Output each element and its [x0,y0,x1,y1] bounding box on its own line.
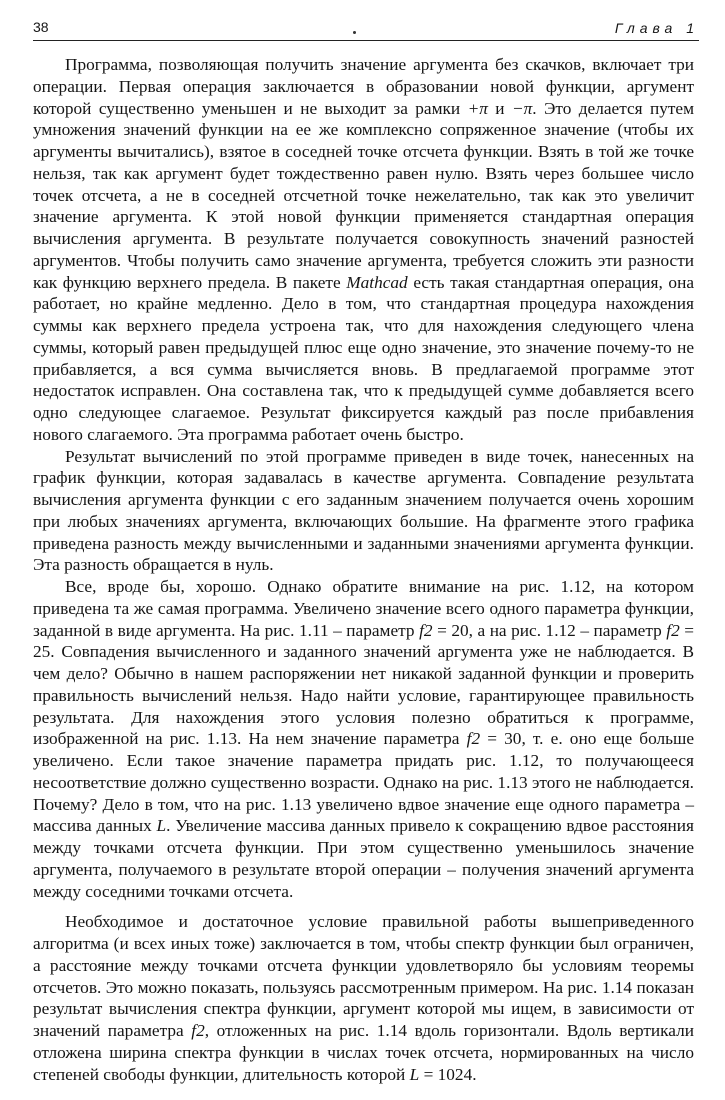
math-symbol: −π [511,98,533,118]
text-run: Программа, позволяющая получить значение аргумента без скачков, включает три операции. Первая операция заключается в образовании новой функции, аргумент которой существенно уменьшен и не выходит за рамки [33,55,694,118]
page-header [33,14,699,41]
print-speck [353,31,356,34]
text-run: есть такая стандартная операция, она работает, но крайне медленно. Дело в том, что стандартная процедура нахождения суммы как верхнего предела устроена так, что для нахождения следующего члена суммы, который равен предыдущей плюс еще одно значение, это значение почему-то не прибавляется, а вся сумма вычисляется вновь. В предлагаемой программе этот недостаток исправлен. Она составлена так, что к предыдущей сумме добавляется всего одно следующее слагаемое. Результат фиксируется каждый раз после прибавления нового слагаемого. Эта программа работает очень быстро. [33,272,694,444]
math-symbol: L [156,816,167,836]
math-symbol: +π [467,98,488,118]
math-symbol: f2 [419,620,433,640]
text-run: . Увеличение массива данных привело к сокращению вдвое расстояния между точками отсчета функции. При этом существенно уменьшилось значение аргумента, получаемого в результате второй операции – получения значений аргумента между соседними точками отсчета. [33,816,694,901]
paragraph-parameter-f2 [33,576,694,902]
text-run: = 1024. [419,1064,477,1084]
text-run: Необходимое и достаточное условие правильной работы вышеприведенного алгоритма (и всех иных тоже) заключается в том, чтобы спектр функции был ограничен, а расстояние между точками отсчета функции удовлетворяло бы условиям теоремы отсчетов. Это можно показать, пользуясь рассмотренным примером. На рис. 1.14 показан результат вычисления спектра функции, аргумент которой мы ищем, в зависимости от значений параметра [33,912,694,1040]
page-number: 38 [33,19,49,35]
math-symbol: f2 [666,620,680,640]
math-symbol: f2 [191,1021,205,1040]
chapter-title: Глава 1 [614,20,699,36]
text-run: = 30, т. е. оно еще больше увеличено. Если такое значение параметра придать рис. 1.12, то получающееся несоответствие должно существенно возрасти. Однако на рис. 1.13 этого не наблюдается. Почему? Дело в том, что на рис. 1.13 увеличено вдвое значение еще одного параметра – массива данных [33,729,694,836]
text-run: и [487,98,512,118]
paragraph-sampling-condition [33,911,694,1085]
text-run: = 25. Совпадения вычисленного и заданного значений аргумента уже не наблюдается. В чем дело? Обычно в нашем распоряжении нет никакой заданной функции и проверить правильность вычислений нельзя. Надо найти условие, гарантирующее правильность результата. Для нахождения этого условия полезно обратиться к программе, изображенной на рис. 1.13. На нем значение параметра [33,620,694,749]
paragraph-result: Результат вычислений по этой программе приведен в виде точек, нанесенных на график функции, которая задавалась в качестве аргумента. Совпадение результата вычисления аргумента функции с его заданным значением получается очень хорошим при любых значениях аргумента, включающих большие. На фрагменте этого графика приведена разность между вычисленными и заданными значениями аргумента функции. Эта разность обращается в нуль. [33,446,694,575]
text-run: = 20, а на рис. 1.12 – параметр [432,620,667,640]
paragraph-phase-program [33,54,694,446]
math-symbol: L [409,1064,420,1084]
text-run: . Это делается путем умножения значений функции на ее же комплексно сопряженное значение (чтобы их аргументы вычитались), взятое в соседней точке отсчета функции. Взять в той же точке нельзя, так как аргумент будет тождественно равен нулю. Взять через большее число точек отсчета, а не в соседней отсчетной точке нежелательно, так как это увеличит значение аргумента. К этой новой функции применяется стандартная операция вычисления аргумента. В результате получается совокупность значений разностей аргументов. Чтобы получить само значение аргумента, требуется сложить эти разности как функцию верхнего предела. В пакете [33,98,695,292]
page-body [33,54,694,1085]
math-symbol: f2 [466,729,481,749]
text-run: , отложенных на рис. 1.14 вдоль горизонтали. Вдоль вертикали отложена ширина спектра функции в числах точек отсчета, нормированных на число степеней свободы функции, длительность которой [33,1021,694,1084]
software-name: Mathcad [346,272,408,292]
text-run: Все, вроде бы, хорошо. Однако обратите внимание на рис. 1.12, на котором приведена та же самая программа. Увеличено значение всего одного параметра функции, заданной в виде аргумента. На рис. 1.11 – параметр [33,577,694,640]
